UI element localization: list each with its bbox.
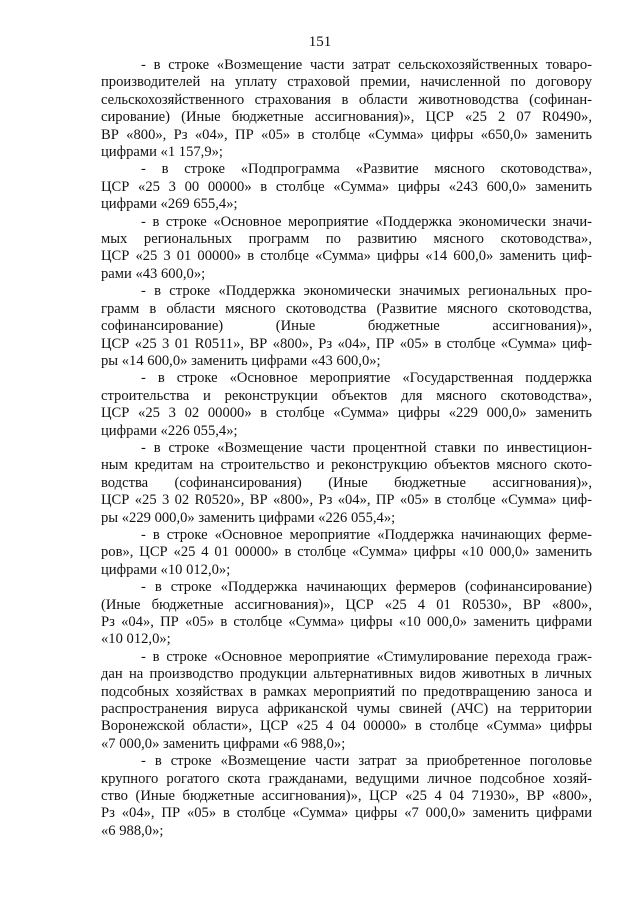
text-line: мых региональных программ по развитию мясного скотоводства»,	[101, 231, 592, 248]
text-line: (Иные бюджетные ассигнования)», ЦСР «25 4 01 R0530», ВР «800»,	[101, 596, 592, 613]
text-line: - в строке «Поддержка экономически значимых региональных про-	[141, 283, 592, 300]
text-line: ЦСР «25 3 02 00000» в столбце «Сумма» цифры «229 000,0» заменить	[101, 405, 592, 422]
text-line: цифрами «10 012,0»;	[101, 561, 231, 578]
page-number: 151	[308, 34, 332, 50]
text-line: крупного рогатого скота гражданами, ведущими личное подсобное хозяй-	[101, 770, 592, 787]
text-line: софинансирование) (Иные бюджетные ассигнования)»,	[101, 318, 592, 335]
text-line: водства (софинансирования) (Иные бюджетные ассигнования)»,	[101, 474, 592, 491]
text-line: цифрами «226 055,4»;	[101, 422, 238, 439]
text-line: «10 012,0»;	[101, 631, 171, 648]
text-line: ЦСР «25 3 00 00000» в столбце «Сумма» цифры «243 600,0» заменить	[101, 178, 592, 195]
text-line: сельскохозяйственного страхования в области животноводства (софинан-	[101, 91, 592, 108]
text-line: ство (Иные бюджетные ассигнования)», ЦСР «25 4 04 71930», ВР «800»,	[101, 788, 592, 805]
text-line: - в строке «Поддержка начинающих фермеров (софинансирование)	[141, 579, 592, 596]
text-line: ЦСР «25 3 01 R0511», ВР «800», Рз «04», ПР «05» в столбце «Сумма» циф-	[101, 335, 592, 352]
paragraph-amendment-9	[101, 649, 592, 753]
paragraph-amendment-6	[101, 440, 592, 527]
text-line: - в строке «Основное мероприятие «Стимулирование перехода граж-	[141, 648, 592, 665]
paragraph-amendment-2	[101, 161, 592, 213]
text-line: - в строке «Подпрограмма «Развитие мясного скотоводства»,	[141, 161, 592, 178]
document-body	[101, 57, 592, 840]
text-line: - в строке «Основное мероприятие «Поддержка экономически значи-	[141, 213, 592, 230]
text-line: производителей на уплату страховой премии, начисленной по договору	[101, 74, 592, 91]
text-line: «6 988,0»;	[101, 822, 164, 839]
text-line: ным кредитам на строительство и реконструкцию объектов мясного ското-	[101, 457, 592, 474]
paragraph-amendment-5	[101, 370, 592, 440]
text-line: рами «43 600,0»;	[101, 265, 206, 282]
paragraph-amendment-8	[101, 579, 592, 649]
text-line: - в строке «Возмещение части затрат за приобретенное поголовье	[141, 753, 592, 770]
text-line: подсобных хозяйствах в рамках мероприятий по предотвращению заноса и	[101, 683, 592, 700]
text-line: ВР «800», Рз «04», ПР «05» в столбце «Сумма» цифры «650,0» заменить	[101, 126, 592, 143]
text-line: цифрами «1 157,9»;	[101, 144, 223, 161]
text-line: дан на производство продукции альтернативных видов животных в личных	[101, 666, 592, 683]
text-line: распространения вируса африканской чумы свиней (АЧС) на территории	[101, 701, 592, 718]
text-line: цифрами «269 655,4»;	[101, 196, 238, 213]
text-line: ры «14 600,0» заменить цифрами «43 600,0»;	[101, 352, 381, 369]
text-line: - в строке «Основное мероприятие «Государственная поддержка	[141, 370, 592, 387]
text-line: ров», ЦСР «25 4 01 00000» в столбце «Сумма» цифры «10 000,0» заменить	[101, 544, 592, 561]
paragraph-amendment-3	[101, 214, 592, 284]
text-line: ЦСР «25 3 01 00000» в столбце «Сумма» цифры «14 600,0» заменить циф-	[101, 248, 592, 265]
text-line: Воронежской области», ЦСР «25 4 04 00000» в столбце «Сумма» цифры	[101, 718, 592, 735]
text-line: Рз «04», ПР «05» в столбце «Сумма» цифры «10 000,0» заменить цифрами	[101, 614, 592, 630]
paragraph-amendment-7	[101, 527, 592, 579]
text-line: грамм в области мясного скотоводства (Развитие мясного скотоводства,	[101, 300, 592, 317]
text-line: «7 000,0» заменить цифрами «6 988,0»;	[101, 735, 346, 752]
text-line: - в строке «Основное мероприятие «Поддержка начинающих фермe-	[141, 526, 592, 543]
paragraph-amendment-1	[101, 57, 592, 161]
text-line: ры «229 000,0» заменить цифрами «226 055,4»;	[101, 509, 396, 526]
text-line: сирование) (Иные бюджетные ассигнования)», ЦСР «25 2 07 R0490»,	[101, 109, 592, 126]
text-line: ЦСР «25 3 02 R0520», ВР «800», Рз «04», ПР «05» в столбце «Сумма» циф-	[101, 492, 592, 509]
text-line: - в строке «Возмещение части процентной ставки по инвестицион-	[141, 439, 592, 456]
text-line: строительства и реконструкции объектов для мясного скотоводства»,	[101, 387, 592, 404]
paragraph-amendment-4	[101, 283, 592, 370]
text-line: - в строке «Возмещение части затрат сельскохозяйственных товаро-	[141, 57, 592, 73]
text-line: Рз «04», ПР «05» в столбце «Сумма» цифры «7 000,0» заменить цифрами	[101, 805, 592, 822]
paragraph-amendment-10	[101, 753, 592, 840]
